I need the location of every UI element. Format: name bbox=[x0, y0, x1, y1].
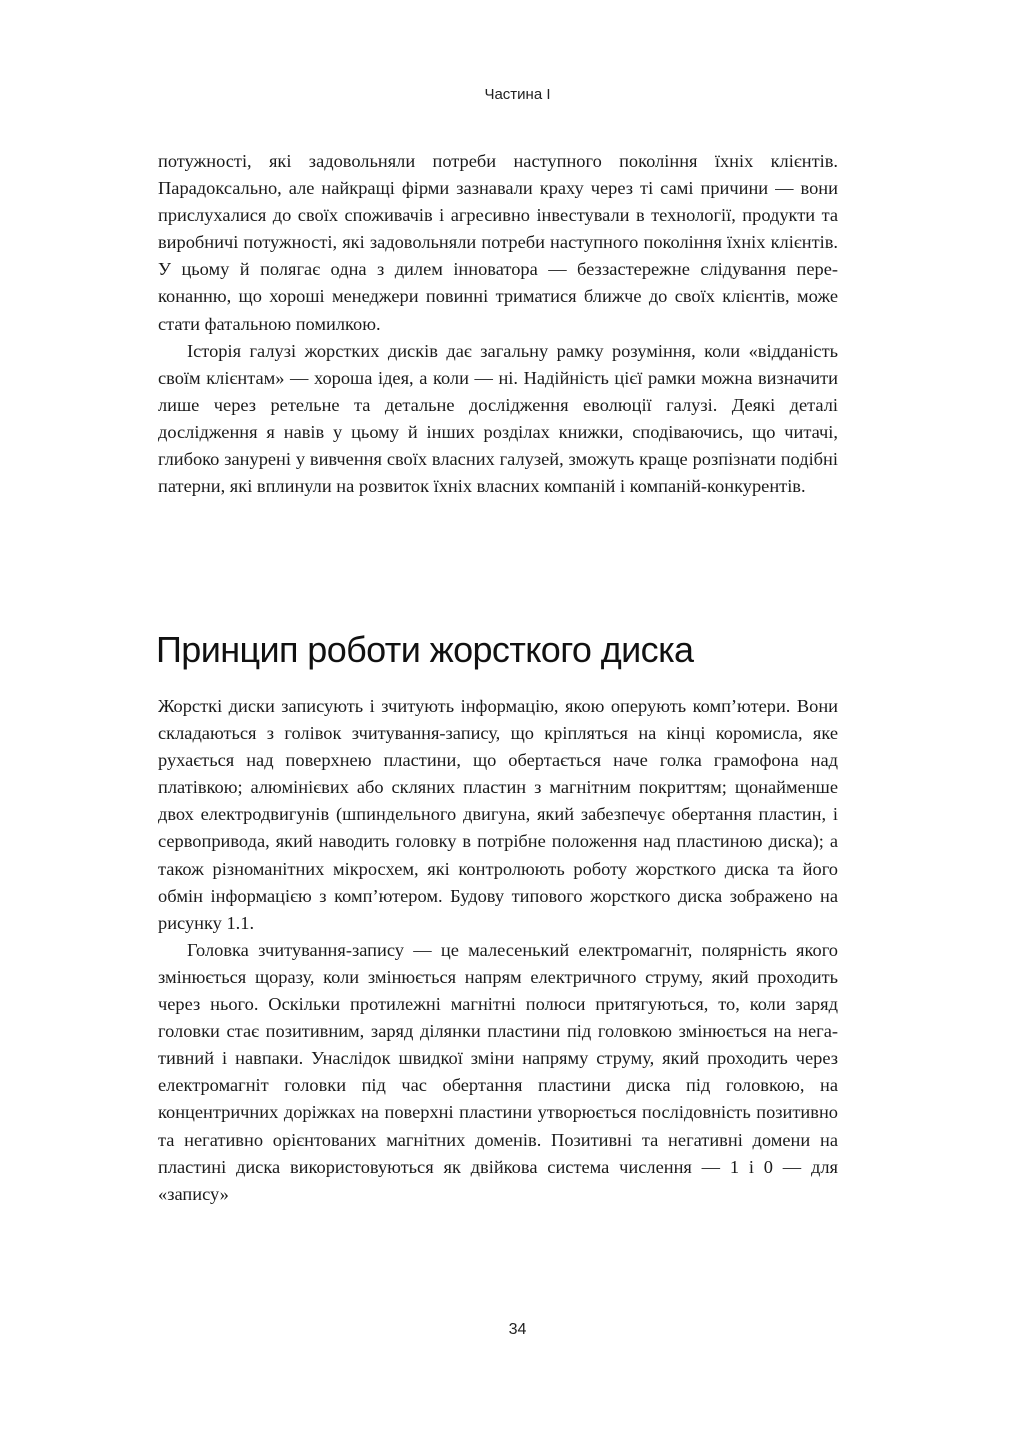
paragraph: Жорсткі диски записують і зчитують інформацію, якою оперують комп’ютери. Вони складаються з голівок зчитування-запису, що кріпляться на кінці коромисла, яке рухається над поверхнею пластини, що обертається наче голка грамофона над платівкою; алюмінієвих або скляних пластин з магнітним покриттям; щонайменше двох електродвигунів (шпиндельного двигуна, який забезпечує обертання пластин, і сервопривода, який наводить головку в потрібне положення над пластиною диска); а також різноманітних мікросхем, які контролюють роботу жорсткого диска та його обмін інформацією з комп’ютером. Будову типового жорсткого диска зображено на рисунку 1.1. bbox=[158, 696, 838, 933]
section-heading: Принцип роботи жорсткого диска bbox=[156, 629, 694, 670]
running-head: Частина І bbox=[484, 86, 551, 103]
paragraph: потужності, які задовольняли потреби наступного покоління їхніх клієнтів. Парадоксально, але найкращі фірми зазнавали краху через ті самі причини — вони прислухалися до своїх споживачів і агресивно інвестували в технології, продукти та виробничі потужності, які задовольняли потреби наступного покоління їхніх клієнтів. У цьому й полягає одна з дилем інноватора — беззастережне слідування переконанню, що хороші менеджери повинні триматися ближче до своїх клієнтів, може стати фатальною помилкою. bbox=[158, 151, 838, 334]
body-text-top bbox=[158, 148, 838, 500]
paragraph: Головка зчитування-запису — це малесенький електромагніт, полярність якого змінюється щоразу, коли змінюється напрям електричного струму, який проходить через нього. Оскільки протилежні магнітні полюси притягуються, то, коли заряд головки стає позитивним, заряд ділянки пластини під головкою змінюється на негативний і навпаки. Унаслідок швидкої зміни напряму струму, який проходить через електромагніт головки під час обертання пластини диска під головкою, на концентричних доріжках на поверхні пластини утворюється послідовність позитивно та негативно орієнтованих магнітних доменів. Позитивні та негативні домени на пластині диска використовуються як двійкова система числення — 1 і 0 — для «запису» bbox=[158, 939, 838, 1204]
page-number: 34 bbox=[508, 1321, 527, 1338]
body-text-bottom bbox=[158, 693, 838, 1208]
paragraph: Історія галузі жорстких дисків дає загальну рамку розуміння, коли «відданість своїм клієнтам» — хороша ідея, а коли — ні. Надійність цієї рамки можна визначити лише через ретельне та детальне дослідження еволюції галузі. Деякі деталі дослідження я навів у цьому й інших розділах книжки, сподіваючись, що читачі, глибоко занурені у вивчення своїх власних галузей, зможуть краще розпізнати подібні патерни, які вплинули на розвиток їхніх власних компаній і компаній-конкурентів. bbox=[158, 340, 838, 497]
